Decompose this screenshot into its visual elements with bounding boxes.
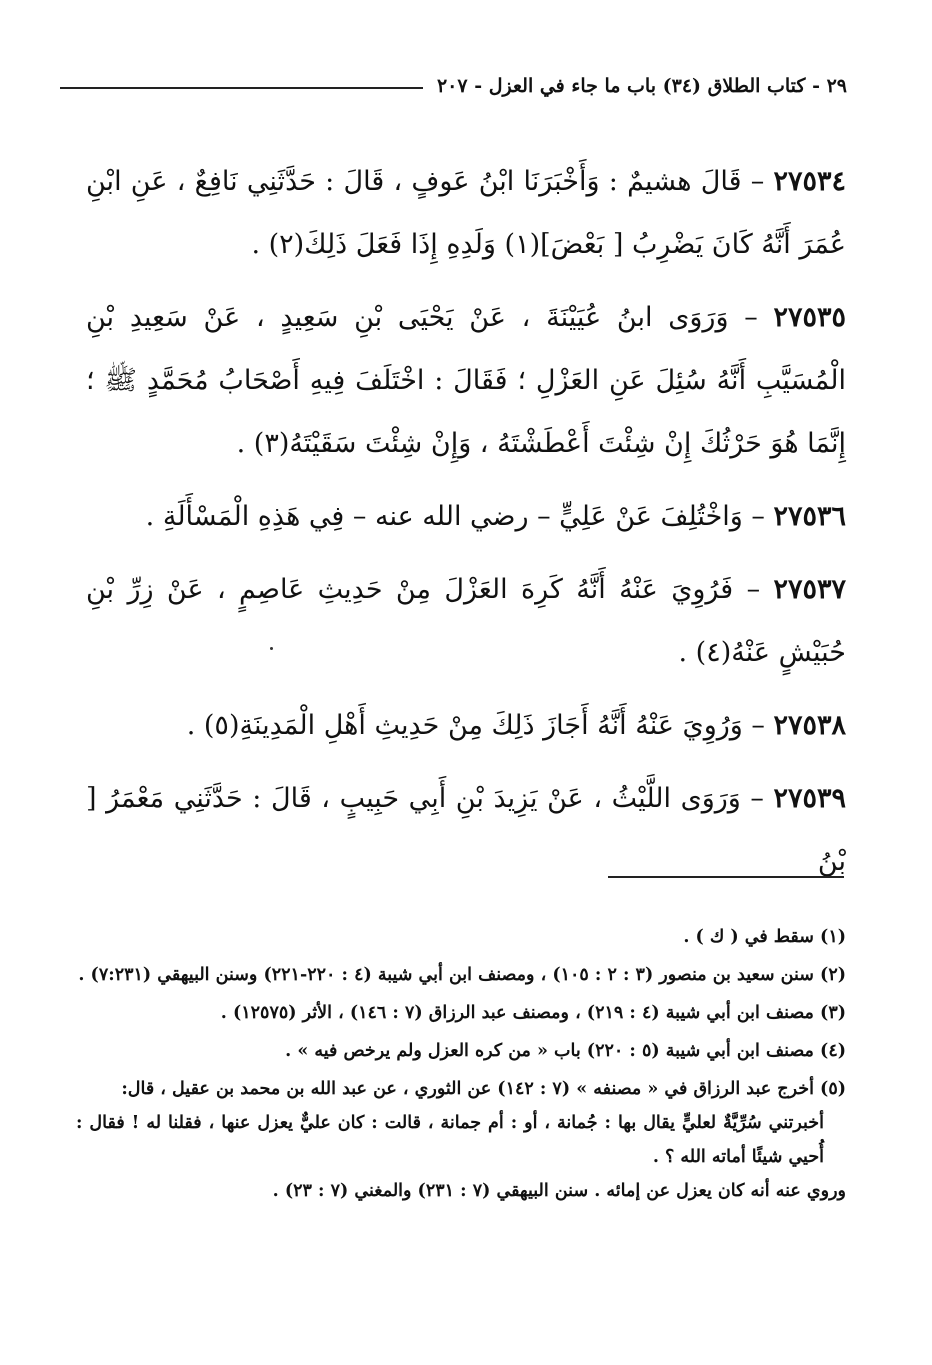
hadith-27535 xyxy=(86,286,846,475)
hadith-text: – قَالَ هشيمٌ : وَأَخْبَرَنَا ابْنُ عَوفٍ ، قَالَ : حَدَّثَنِي نَافِعٌ ، عَنِ ابْنِ عُمَرَ أَنَّهُ كَانَ يَضْرِبُ [ بَعْضَ](١) وَلَدِهِ إِذَا فَعَلَ ذَلِكَ(٢) . xyxy=(86,166,846,260)
hadith-number: ٢٧٥٣٥ xyxy=(773,302,846,333)
hadith-27539 xyxy=(86,767,846,893)
header-title: ٢٩ - كتاب الطلاق (٣٤) باب ما جاء في العزل - ٢٠٧ xyxy=(436,75,847,97)
footnote-separator xyxy=(608,876,844,878)
footnote-5 xyxy=(76,1072,846,1208)
main-text xyxy=(86,150,846,903)
footnote-3 xyxy=(76,996,846,1030)
footnote-2 xyxy=(76,958,846,992)
hadith-number: ٢٧٥٣٨ xyxy=(773,710,846,741)
hadith-text: – وَرَوَى اللَّيْثُ ، عَنْ يَزِيدَ بْنِ أَبِي حَبِيبٍ ، قَالَ : حَدَّثَنِي مَعْمَرُ [ بْنُ xyxy=(86,783,846,877)
footnotes xyxy=(76,920,846,1212)
hadith-number: ٢٧٥٣٧ xyxy=(773,574,846,605)
hadith-text: – وَرُوِيَ عَنْهُ أَنَّهُ أَجَازَ ذَلِكَ مِنْ حَدِيثِ أَهْلِ الْمَدِينَةِ(٥) . xyxy=(186,710,774,741)
hadith-text: – فَرُوِيَ عَنْهُ أَنَّهُ كَرِهَ العَزْلَ مِنْ حَدِيثِ عَاصِمٍ ، عَنْ زِرِّ بْنِ حُبَيْشٍ عَنْهُ(٤) . xyxy=(86,574,846,668)
footnote-line: (٤) مصنف ابن أبي شيبة (٥ : ٢٢٠) باب « من كره العزل ولم يرخص فيه » . xyxy=(285,1041,846,1061)
hadith-27538 xyxy=(86,694,846,757)
running-header xyxy=(60,70,847,102)
footnote-1 xyxy=(76,920,846,954)
hadith-number: ٢٧٥٣٦ xyxy=(773,501,846,532)
hadith-text: – وَاخْتُلِفَ عَنْ عَلِيٍّ – رضي الله عنه – فِي هَذِهِ الْمَسْأَلَةِ . xyxy=(145,501,774,532)
hadith-text: – وَرَوَى ابنُ عُيَيْنَةَ ، عَنْ يَحْيَى بْنِ سَعِيدٍ ، عَنْ سَعِيدِ بْنِ الْمُسَيَّبِ أَنَّهُ سُئِلَ عَنِ العَزْلِ ؛ فَقَالَ : اخْتَلَفَ فِيهِ أَصْحَابُ مُحَمَّدٍ ﷺ ؛ إِنَّمَا هُوَ حَرْثُكَ إِنْ شِئْتَ أَعْطَشْتَهُ ، وَإِنْ شِئْتَ سَقَيْتَهُ(٣) . xyxy=(86,302,846,459)
header-rule xyxy=(60,87,423,89)
hadith-27537 xyxy=(86,558,846,684)
footnote-line: أخبرتني سُرِّيَّةٌ لعليٍّ يقال بها : جُمانة ، أو : أم جمانة ، قالت : كان عليٌّ يعزل عنها ، فقلنا له ! فقال : أُحيي شيئًا أماته الله ؟ . xyxy=(76,1113,824,1167)
footnote-line: (٣) مصنف ابن أبي شيبة (٤ : ٢١٩) ، ومصنف عبد الرزاق (٧ : ١٤٦) ، الأثر (١٢٥٧٥) . xyxy=(220,1003,846,1023)
hadith-number: ٢٧٥٣٤ xyxy=(773,166,846,197)
print-speck xyxy=(270,647,273,650)
hadith-27536 xyxy=(86,485,846,548)
footnote-line: (٥) أخرج عبد الرزاق في « مصنفه » (٧ : ١٤٢) عن الثوري ، عن عبد الله بن محمد بن عقيل ، قال: xyxy=(121,1079,846,1099)
footnote-line: (٢) سنن سعيد بن منصور (٣ : ٢ : ١٠٥) ، ومصنف ابن أبي شيبة (٤ : ٢٢٠-٢٢١) وسنن البيهقي (٧:٢٣١) . xyxy=(78,965,846,985)
footnote-line: وروي عنه أنه كان يعزل عن إمائه . سنن البيهقي (٧ : ٢٣١) والمغني (٧ : ٢٣) . xyxy=(272,1181,846,1201)
hadith-27534 xyxy=(86,150,846,276)
footnote-line: (١) سقط في ( ك ) . xyxy=(683,927,846,947)
hadith-number: ٢٧٥٣٩ xyxy=(773,783,846,814)
footnote-4 xyxy=(76,1034,846,1068)
